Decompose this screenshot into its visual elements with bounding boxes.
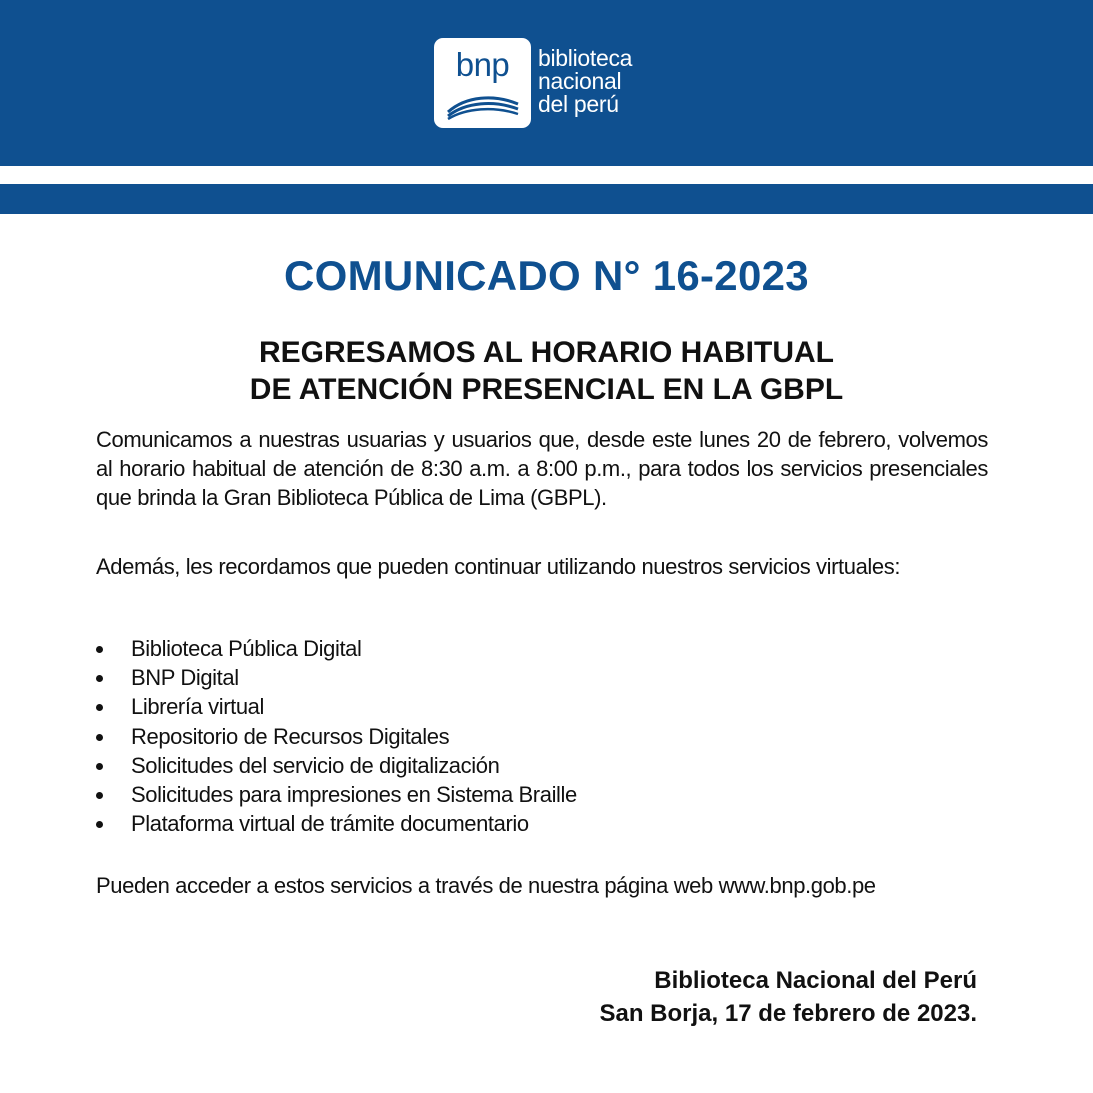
logo-word-1: biblioteca — [538, 45, 633, 71]
list-item — [96, 809, 577, 838]
paragraph-reminder: Además, les recordamos que pueden continuar utilizando nuestros servicios virtuales: — [96, 554, 901, 579]
service-label: Librería virtual — [131, 694, 264, 720]
document-title: COMUNICADO N° 16-2023 — [284, 252, 809, 299]
bullet-icon — [96, 704, 103, 711]
bullet-icon — [96, 675, 103, 682]
list-item — [96, 692, 577, 721]
bullet-icon — [96, 763, 103, 770]
open-book-icon — [444, 90, 522, 120]
bullet-icon — [96, 734, 103, 741]
service-label: Plataforma virtual de trámite documentario — [131, 811, 529, 837]
logo-wordmark — [538, 47, 632, 116]
paragraph-website: Pueden acceder a estos servicios a través de nuestra página web www.bnp.gob.pe — [96, 873, 876, 898]
service-label: BNP Digital — [131, 665, 239, 691]
document-subtitle — [0, 334, 1093, 408]
subtitle-line-2: DE ATENCIÓN PRESENCIAL EN LA GBPL — [249, 373, 844, 406]
header-stripe — [0, 184, 1093, 214]
service-label: Repositorio de Recursos Digitales — [131, 723, 450, 749]
service-label: Biblioteca Pública Digital — [131, 636, 362, 661]
subtitle-line-1: REGRESAMOS AL HORARIO HABITUAL — [258, 336, 834, 369]
service-label: Solicitudes para impresiones en Sistema Braille — [131, 782, 577, 808]
logo-word-3: del perú — [538, 91, 619, 117]
logo-box — [434, 38, 531, 128]
logo-box-text: bnp — [455, 46, 510, 83]
service-label: Solicitudes del servicio de digitalización — [131, 752, 500, 778]
list-item — [96, 780, 577, 809]
list-item — [96, 663, 577, 692]
services-list — [96, 634, 577, 838]
list-item — [96, 751, 577, 780]
signature — [600, 964, 978, 1030]
signature-institution: Biblioteca Nacional del Perú — [654, 967, 977, 994]
header-band — [0, 0, 1093, 166]
list-item — [96, 722, 577, 751]
paragraph-announcement: Comunicamos a nuestras usuarias y usuarios que, desde este lunes 20 de febrero, volvemos al horario habitual de atención de 8:30 a.m. a 8:00 p.m., para todos los servicios presenciales que brinda la Gran Biblioteca Pública de Lima (GBPL). — [96, 427, 988, 510]
bullet-icon — [96, 646, 103, 653]
signature-place-date: San Borja, 17 de febrero de 2023. — [599, 1000, 977, 1027]
list-item — [96, 634, 577, 663]
bullet-icon — [96, 821, 103, 828]
bnp-logo — [434, 38, 632, 128]
logo-word-2: nacional — [538, 68, 622, 94]
bullet-icon — [96, 792, 103, 799]
